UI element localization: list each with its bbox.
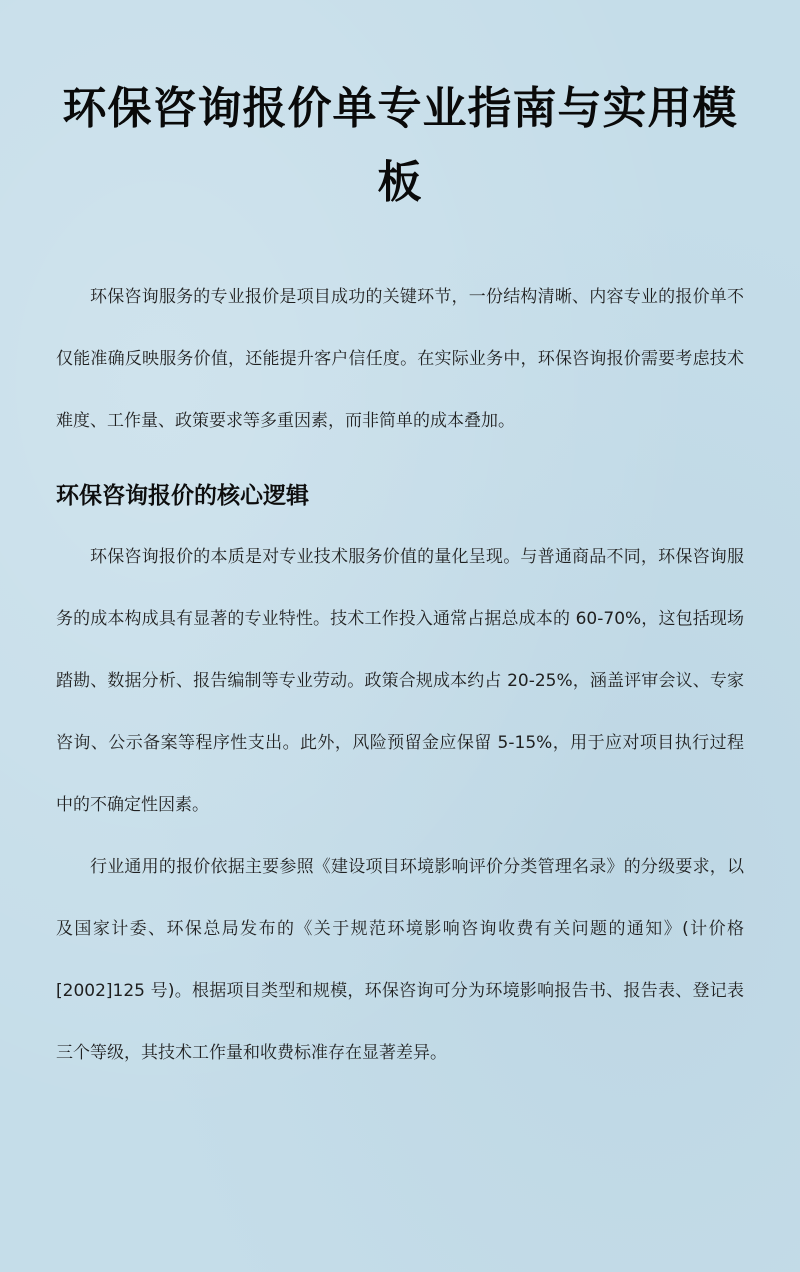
document-title: 环保咨询报价单专业指南与实用模板 <box>62 83 738 208</box>
intro-section <box>56 266 744 452</box>
section-body <box>56 526 744 1084</box>
intro-paragraph: 环保咨询服务的专业报价是项目成功的关键环节，一份结构清晰、内容专业的报价单不仅能准确反映服务价值，还能提升客户信任度。在实际业务中，环保咨询报价需要考虑技术难度、工作量、政策要求等多重因素，而非简单的成本叠加。 <box>56 287 744 431</box>
body-paragraph-1: 环保咨询报价的本质是对专业技术服务价值的量化呈现。与普通商品不同，环保咨询服务的成本构成具有显著的专业特性。技术工作投入通常占据总成本的 60-70%，这包括现场踏勘、数据分析、报告编制等专业劳动。政策合规成本约占 20-25%，涵盖评审会议、专家咨询、公示备案等程序性支出。此外，风险预留金应保留 5-15%，用于应对项目执行过程中的不确定性因素。 <box>56 547 744 815</box>
section-heading: 环保咨询报价的核心逻辑 <box>56 483 309 509</box>
body-paragraph-2: 行业通用的报价依据主要参照《建设项目环境影响评价分类管理名录》的分级要求，以及国家计委、环保总局发布的《关于规范环境影响咨询收费有关问题的通知》(计价格[2002]125 号)。根据项目类型和规模，环保咨询可分为环境影响报告书、报告表、登记表三个等级，其技术工作量和收费标准存在显著差异。 <box>56 857 744 1063</box>
